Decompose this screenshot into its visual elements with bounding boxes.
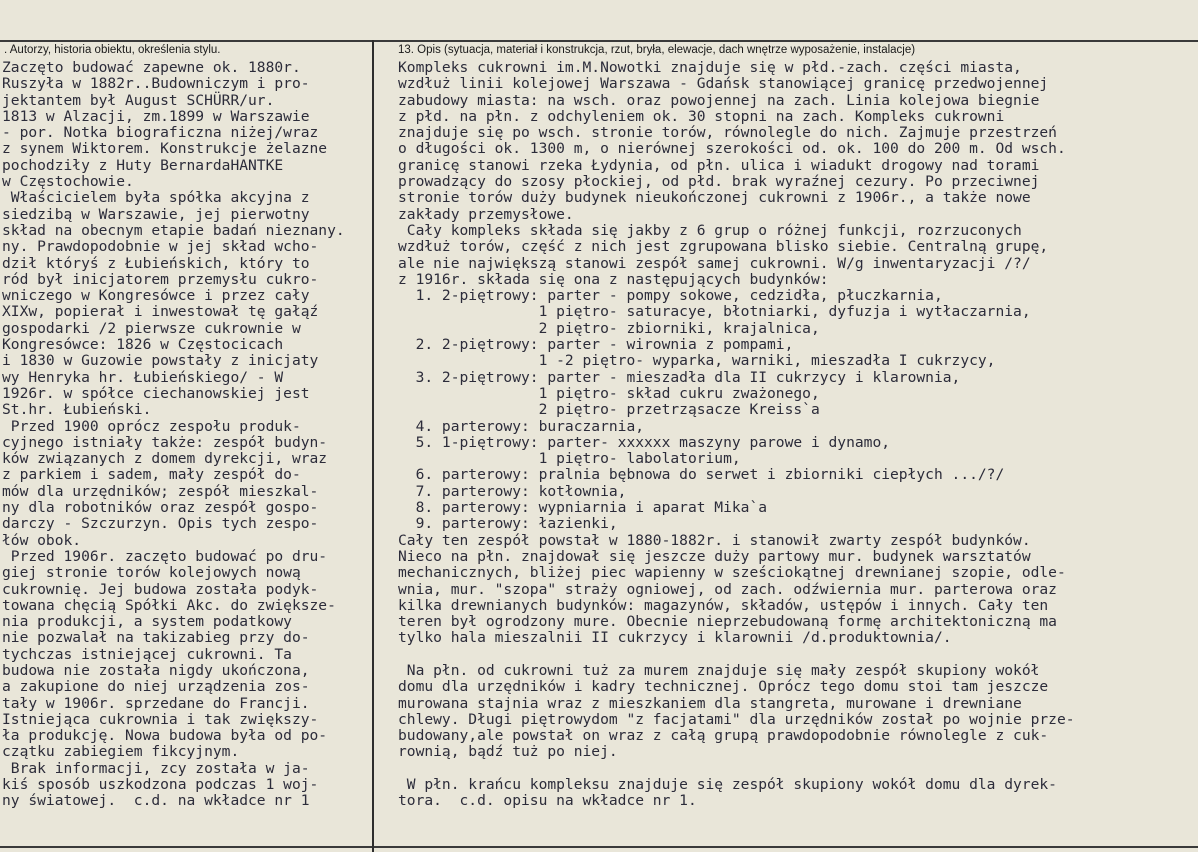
description-text-line: domu dla urzędników i kadry technicznej. Oprócz tego domu stoi tam jeszcze [398, 678, 1049, 696]
history-text-line: pochodziły z Huty BernardaHANTKE [2, 156, 284, 174]
history-text-line: ród był inicjatorem przemysłu cukro- [2, 270, 319, 288]
history-text-line: nie pozwalał na takizabieg przy do- [2, 629, 310, 647]
history-text-line: skład na obecnym etapie badań nieznany. [2, 221, 345, 239]
history-text-line: gospodarki /2 pierwsze cukrownie w [2, 319, 301, 337]
history-text-line: kiś sposób uszkodzona podczas 1 woj- [2, 776, 319, 794]
history-text-line: wniczego w Kongresówce i przez cały [2, 287, 310, 305]
description-text-line: tora. c.d. opisu na wkładce nr 1. [398, 792, 697, 810]
description-text-line: mechanicznych, bliżej piec wapienny w sześciokątnej drewnianej szopie, odle- [398, 564, 1066, 582]
history-text-line: tały w 1906r. sprzedane do Francji. [2, 694, 310, 712]
history-text-line: ła produkcję. Nowa budowa była od po- [2, 727, 328, 745]
description-text-line: 3. 2-piętrowy: parter - mieszadła dla II cukrzycy i klarownia, [398, 368, 961, 386]
description-text-line: wnia, mur. "szopa" straży ogniowej, od zach. odźwiernia mur. parterowa oraz [398, 580, 1057, 598]
history-text-line: Przed 1900 oprócz zespołu produk- [2, 417, 301, 435]
history-text-line: w Częstochowie. [2, 173, 134, 191]
history-text-line: giej stronie torów kolejowych nową [2, 564, 301, 582]
history-text-line: 1926r. w spółce ciechanowskiej jest [2, 384, 310, 402]
history-text-line: ny dla robotników oraz zespół gospo- [2, 499, 319, 517]
left-column-header: . Autorzy, historia obiektu, określenia stylu. [4, 44, 221, 56]
history-text-line: cyjnego istniały także: zespół budyn- [2, 433, 328, 451]
history-text-line: darczy - Szczurzyn. Opis tych zespo- [2, 515, 319, 533]
description-text-line: 2. 2-piętrowy: parter - wirownia z pompami, [398, 336, 794, 354]
description-text-line: granicę stanowi rzeka Łydynia, od płn. ulica i wiadukt drogowy nad torami [398, 156, 1040, 174]
history-text-line: mów dla urzędników; zespół mieszkal- [2, 482, 319, 500]
description-text-line: Cały kompleks składa się jakby z 6 grup o różnej funkcji, rozrzuconych [398, 221, 1022, 239]
description-text-line: wzdłuż torów, część z nich jest zgrupowana blisko siebie. Centralną grupę, [398, 238, 1049, 256]
history-text-line: Właścicielem była spółka akcyjna z [2, 189, 310, 207]
description-text-line: zakłady przemysłowe. [398, 205, 574, 223]
description-text-line: Kompleks cukrowni im.M.Nowotki znajduje się w płd.-zach. części miasta, [398, 60, 1022, 76]
history-text-line: Zaczęto budować zapewne ok. 1880r. [2, 60, 301, 76]
description-text-line: 1 piętro- saturacye, błotniarki, dyfuzja i wytłaczarnia, [398, 303, 1031, 321]
description-text-line: chlewy. Długi piętrowydom "z facjatami" dla urzędników został po wojnie prze- [398, 710, 1075, 728]
description-text-line: 1 piętro- skład cukru zważonego, [398, 384, 820, 402]
history-text-line: wy Henryka hr. Łubieńskiego/ - W [2, 368, 284, 386]
description-text-line: z płd. na płn. z odchyleniem ok. 30 stopni na zach. Kompleks cukrowni [398, 107, 1005, 125]
description-text-line: 1 piętro- labolatorium, [398, 450, 741, 468]
history-text-line: XIXw, popierał i inwestował tę gałąź [2, 303, 319, 321]
history-text-line: budowa nie została nigdy ukończona, [2, 661, 310, 679]
description-column [398, 60, 1196, 810]
description-text-line: 8. parterowy: wypniarnia i aparat Mika`a [398, 499, 768, 517]
history-text-line: towana chęcią Spółki Akc. do zwiększe- [2, 596, 336, 614]
history-text-line: - por. Notka biograficzna niżej/wraz [2, 124, 319, 142]
history-text-line: czątku zabiegiem fikcyjnym. [2, 743, 240, 761]
history-text-line: ków związanych z domem dyrekcji, wraz [2, 450, 328, 468]
description-text-line: kilka drewnianych budynków: magazynów, składów, ustępów i innych. Cały ten [398, 596, 1049, 614]
description-text-line: Nieco na płn. znajdował się jeszcze duży partowy mur. budynek warsztatów [398, 547, 1031, 565]
history-text-line: Brak informacji, zcy została w ja- [2, 759, 310, 777]
description-text-line: wzdłuż linii kolejowej Warszawa - Gdańsk stanowiącej granicę przedwojennej [398, 75, 1049, 93]
history-text-line: siedzibą w Warszawie, jej pierwotny [2, 205, 310, 223]
description-text-line: 6. parterowy: pralnia bębnowa do serwet i zbiorniki ciepłych .../?/ [398, 466, 1005, 484]
history-text-line: Ruszyła w 1882r..Budowniczym i pro- [2, 75, 310, 93]
description-text-line: rownią, bądź tuż po niej. [398, 743, 618, 761]
description-text-line: znajduje się po wsch. stronie torów, równolegle do nich. Zajmuje przestrzeń [398, 124, 1057, 142]
history-text-line: łów obok. [2, 531, 82, 549]
history-text-line: Przed 1906r. zaczęto budować po dru- [2, 547, 328, 565]
description-text-line: Cały ten zespół powstał w 1880-1882r. i stanowił zwarty zespół budynków. [398, 531, 1031, 549]
description-text-line [398, 761, 1196, 777]
description-text-line: 1. 2-piętrowy: parter - pompy sokowe, cedzidła, płuczkarnia, [398, 287, 943, 305]
bottom-rule [0, 846, 1198, 848]
description-text-line: 2 piętro- przetrząsacze Kreiss`a [398, 401, 820, 419]
description-text-line: 1 -2 piętro- wyparka, warniki, mieszadła I cukrzycy, [398, 352, 996, 370]
history-text-line: tychczas istniejącej cukrowni. Ta [2, 645, 292, 663]
history-text-line: 1813 w Alzacji, zm.1899 w Warszawie [2, 107, 310, 125]
history-text-line: dził któryś z Łubieńskich, który to [2, 254, 310, 272]
description-text-line: 2 piętro- zbiorniki, krajalnica, [398, 319, 820, 337]
description-text-line: zabudowy miasta: na wsch. oraz powojennej na zach. Linia kolejowa biegnie [398, 91, 1040, 109]
description-text-line: W płn. krańcu kompleksu znajduje się zespół skupiony wokół domu dla dyrek- [398, 776, 1057, 794]
history-text-line: jektantem był August SCHÜRR/ur. [2, 91, 275, 109]
description-text-line: o długości ok. 1300 m, o nierównej szerokości od. ok. 100 do 200 m. Od wsch. [398, 140, 1066, 158]
description-text-line: murowana stajnia wraz z mieszkaniem dla stangreta, murowane i drewniane [398, 694, 1022, 712]
description-text-line: 7. parterowy: kotłownia, [398, 482, 627, 500]
description-text-line: stronie torów duży budynek nieukończonej cukrowni z 1906r., a także nowe [398, 189, 1031, 207]
history-text-line: ny światowej. c.d. na wkładce nr 1 [2, 792, 310, 810]
history-text-line: cukrownię. Jej budowa została podyk- [2, 580, 319, 598]
description-text-line: prowadzący do szosy płockiej, od płd. brak wyraźnej cezury. Po przeciwnej [398, 173, 1040, 191]
history-text-line: Istniejąca cukrownia i tak zwiększy- [2, 710, 319, 728]
description-text-line: 5. 1-piętrowy: parter- xxxxxx maszyny parowe i dynamo, [398, 433, 891, 451]
description-text-line: budowany,ale powstał on wraz z całą grupą prawdopodobnie równolegle z cuk- [398, 727, 1049, 745]
history-text-line: ny. Prawdopodobnie w jej skład wcho- [2, 238, 319, 256]
history-text-line: nia produkcji, a system podatkowy [2, 613, 292, 631]
history-text-line: z parkiem i sadem, mały zespół do- [2, 466, 301, 484]
history-text-line: z synem Wiktorem. Konstrukcje żelazne [2, 140, 328, 158]
description-text-line: Na płn. od cukrowni tuż za murem znajduje się mały zespół skupiony wokół [398, 661, 1040, 679]
description-text-line [398, 647, 1196, 663]
description-text-line: z 1916r. składa się ona z następujących budynków: [398, 270, 829, 288]
history-text-line: i 1830 w Guzowie powstały z inicjaty [2, 352, 319, 370]
description-text-line: 4. parterowy: buraczarnia, [398, 417, 645, 435]
description-text-line: teren był ogrodzony mure. Obecnie nieprzebudowaną formę architektoniczną ma [398, 613, 1057, 631]
description-text-line: ale nie największą stanowi zespół samej cukrowni. W/g inwentaryzacji /?/ [398, 254, 1031, 272]
description-text-line: tylko hala mieszalnii II cukrzycy i klarownii /d.produktownia/. [398, 629, 952, 647]
right-column-header: 13. Opis (sytuacja, materiał i konstrukcja, rzut, bryła, elewacje, dach wnętrze wyposażenie, instalacje) [398, 44, 916, 56]
column-divider [372, 40, 374, 852]
history-column [2, 60, 370, 810]
history-text-line: a zakupione do niej urządzenia zos- [2, 678, 310, 696]
history-text-line: St.hr. Łubieński. [2, 401, 152, 419]
description-text-line: 9. parterowy: łazienki, [398, 515, 618, 533]
history-text-line: Kongresówce: 1826 w Częstocicach [2, 336, 284, 354]
top-rule [0, 40, 1198, 42]
